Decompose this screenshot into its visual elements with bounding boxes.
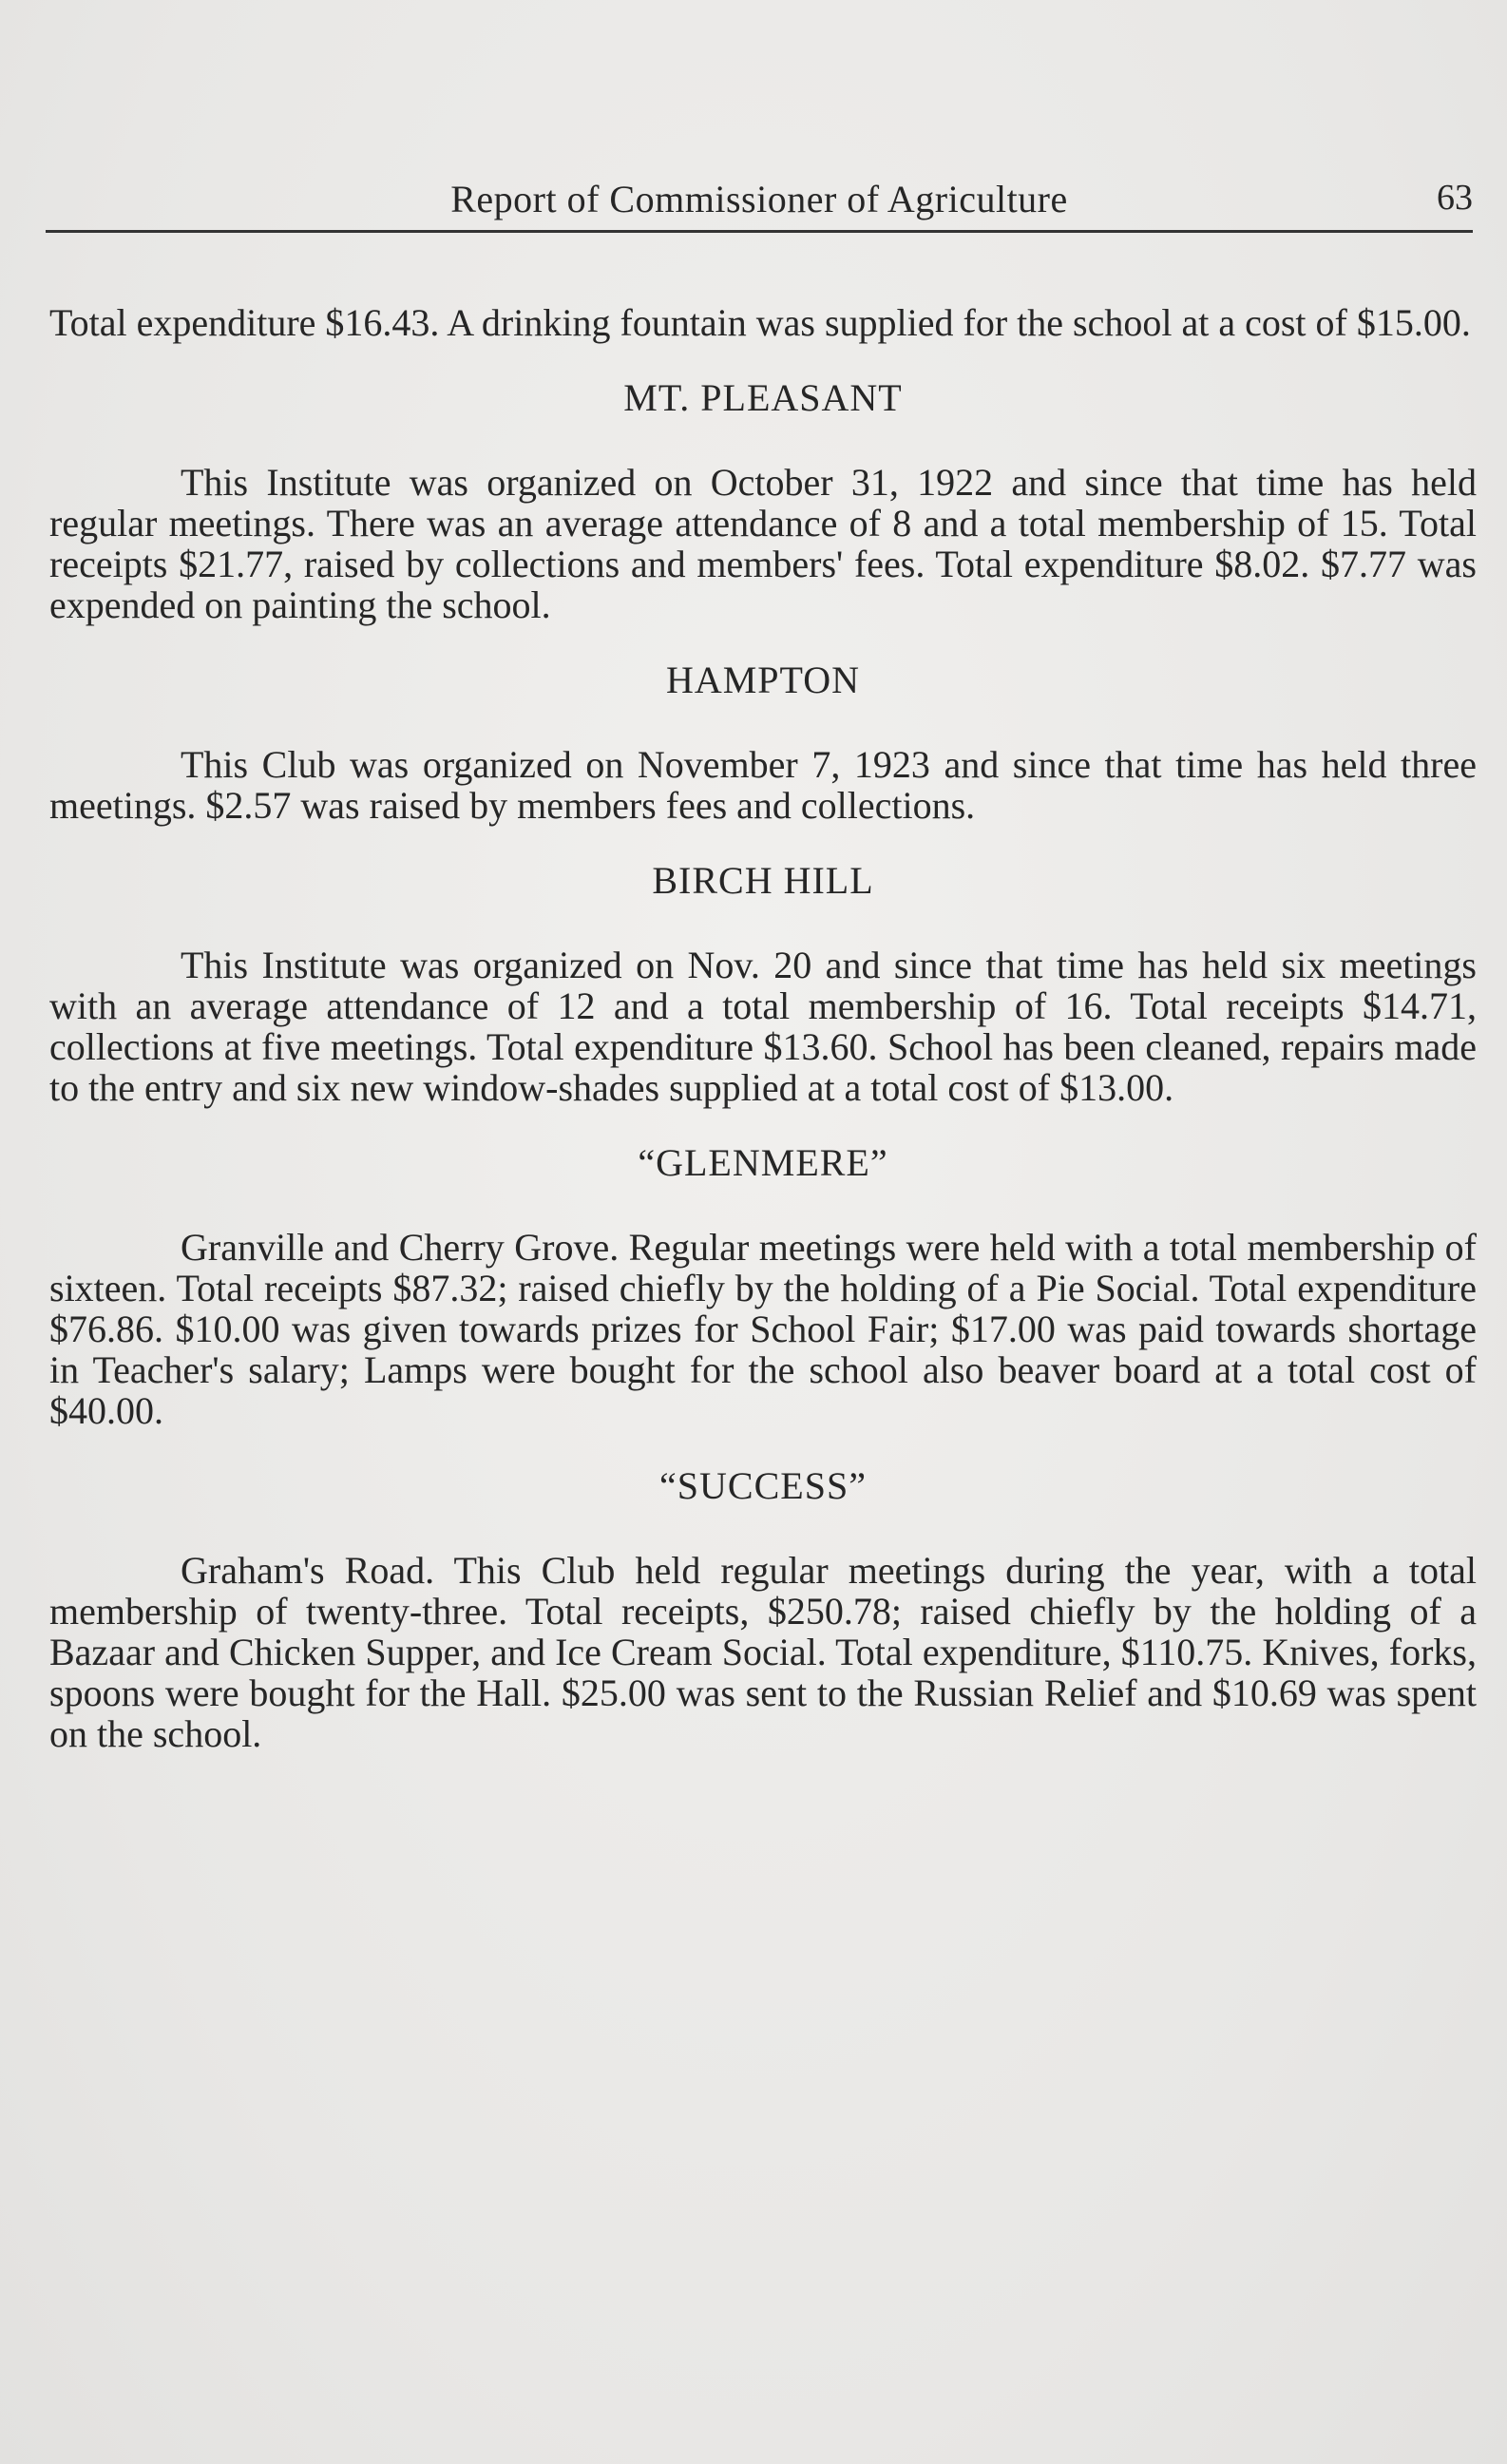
section-paragraph-birch-hill: This Institute was organized on Nov. 20 and since that time has held six meetings with an average attendance of 12 and a total membership of 16. Total receipts $14.71, collections at five meetings. Total expenditure $13.60. School has been cleaned, repairs made to the entry and six new window-shades supplied at a total cost of $13.00. xyxy=(49,944,1477,1109)
running-header xyxy=(46,171,1473,233)
section-paragraph-glenmere: Granville and Cherry Grove. Regular meetings were held with a total membership of sixteen. Total receipts $87.32; raised chiefly by the holding of a Pie Social. Total expenditure $76.86. $10.00 was given towards prizes for School Fair; $17.00 was paid towards shortage in Teacher's salary; Lamps were bought for the school also beaver board at a total cost of $40.00. xyxy=(49,1226,1477,1432)
page-body xyxy=(49,302,1477,1754)
section-heading-birch-hill: BIRCH HILL xyxy=(652,859,874,902)
section-heading-mt-pleasant: MT. PLEASANT xyxy=(623,376,903,419)
section-heading-success: “SUCCESS” xyxy=(659,1464,867,1507)
section-paragraph-success: Graham's Road. This Club held regular meetings during the year, with a total membership of twenty-three. Total receipts, $250.78; raised chiefly by the holding of a Bazaar and Chicken Supper, and Ice Cream Social. Total expenditure, $110.75. Knives, forks, spoons were bought for the Hall. $25.00 was sent to the Russian Relief and $10.69 was spent on the school. xyxy=(49,1549,1477,1755)
header-title: Report of Commissioner of Agriculture xyxy=(450,178,1068,220)
section-heading-hampton: HAMPTON xyxy=(665,659,861,701)
section-paragraph-hampton: This Club was organized on November 7, 1923 and since that time has held three meetings. $2.57 was raised by members fees and collections. xyxy=(49,743,1477,827)
section-heading-glenmere: “GLENMERE” xyxy=(638,1141,888,1184)
continued-paragraph: Total expenditure $16.43. A drinking fountain was supplied for the school at a cost of $15.00. xyxy=(49,301,1471,344)
section-paragraph-mt-pleasant: This Institute was organized on October 31, 1922 and since that time has held regular meetings. There was an average attendance of 8 and a total membership of 15. Total receipts $21.77, raised by collections and members' fees. Total expenditure $8.02. $7.77 was expended on painting the school. xyxy=(49,461,1477,626)
page-number: 63 xyxy=(1437,178,1473,218)
